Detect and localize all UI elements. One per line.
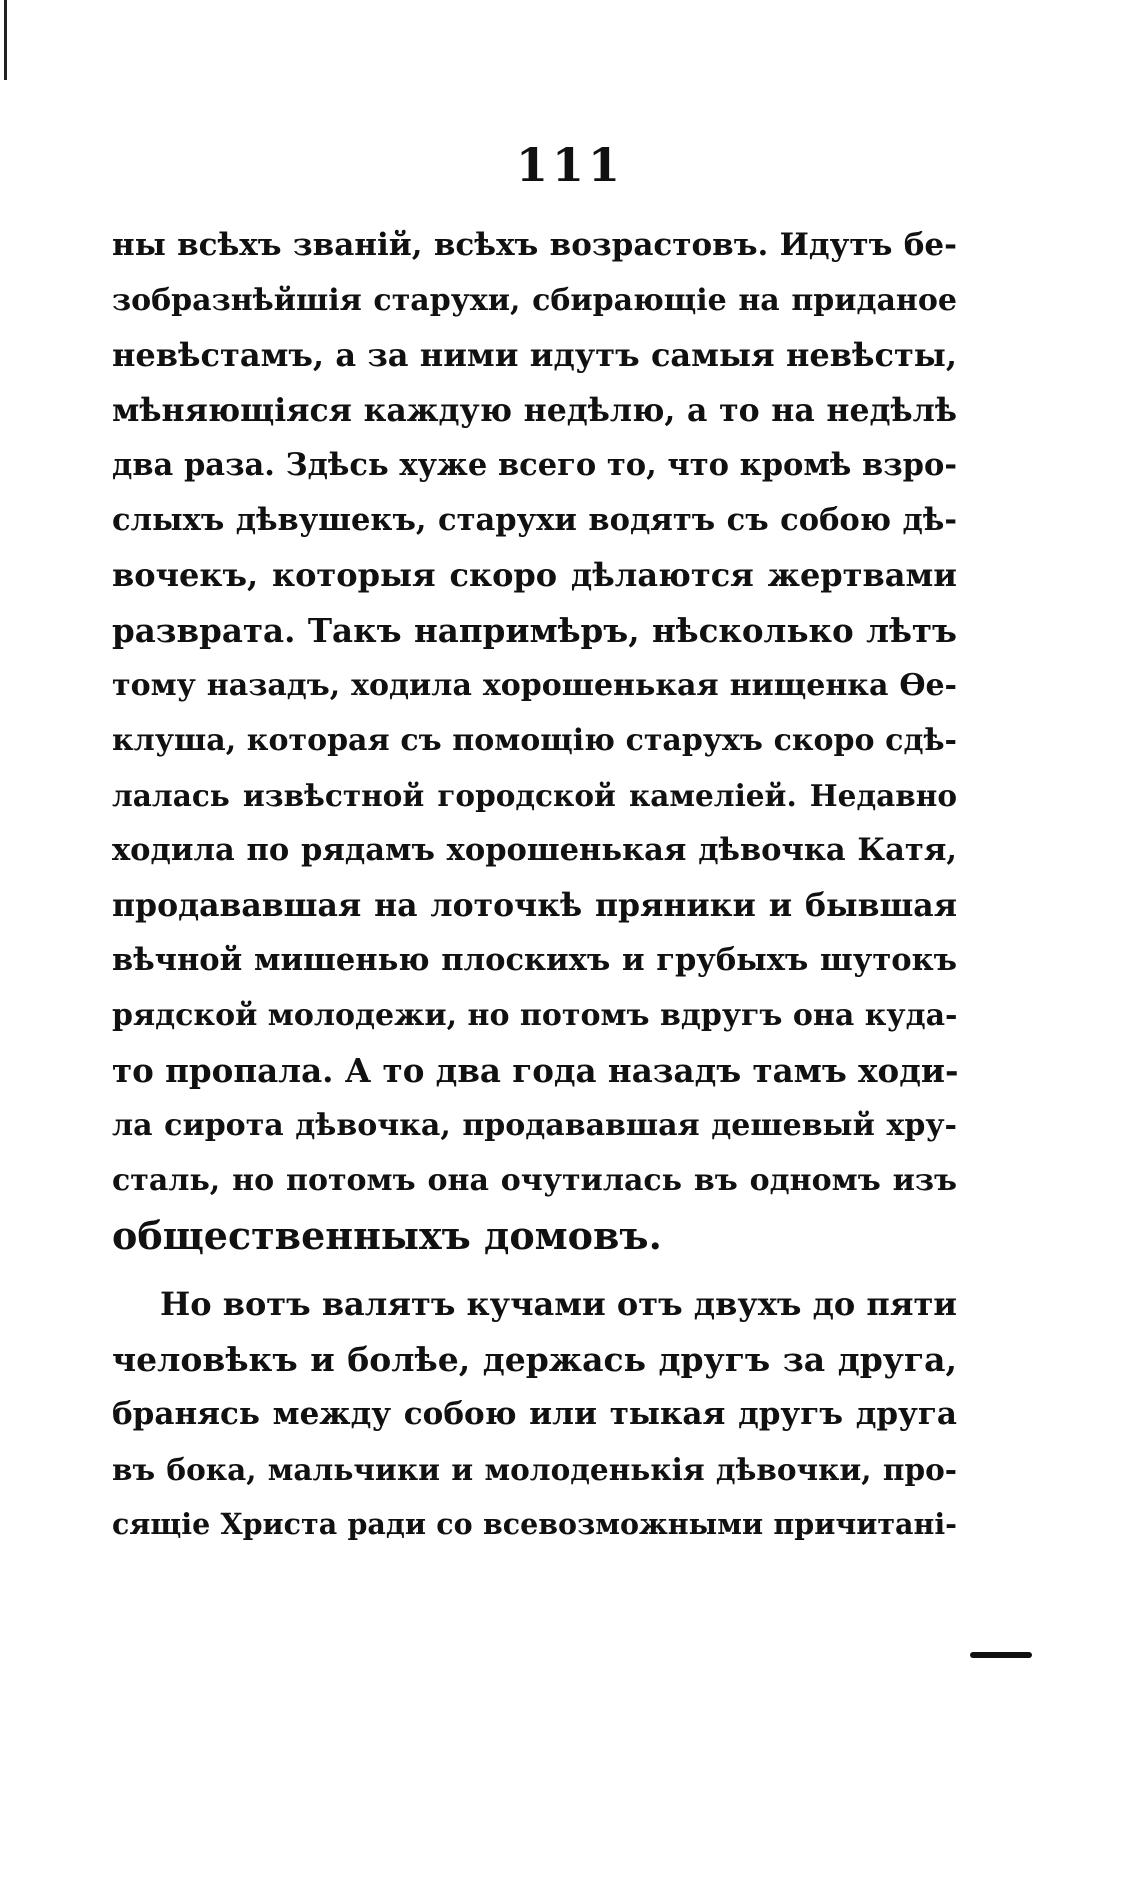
paragraph-2 xyxy=(112,1277,957,1552)
text-line: тому назадъ, ходила хорошенькая нищенка Ѳе- xyxy=(112,668,957,703)
body-text xyxy=(112,218,957,1552)
paragraph-gap xyxy=(112,1263,957,1277)
text-line: въ бока, мальчики и молоденькія дѣвочки, про- xyxy=(112,1452,957,1487)
paragraph-1 xyxy=(112,218,957,1263)
page-edge-rule xyxy=(4,0,7,80)
text-line: общественныхъ домовъ. xyxy=(112,1213,662,1258)
text-line: то пропала. А то два года назадъ тамъ ходи- xyxy=(112,1051,959,1090)
text-line: клуша, которая съ помощію старухъ скоро сдѣ- xyxy=(112,723,957,758)
text-line: разврата. Такъ напримѣръ, нѣсколько лѣтъ xyxy=(112,611,957,650)
text-line: вѣчной мишенью плоскихъ и грубыхъ шутокъ xyxy=(112,942,957,978)
text-line: человѣкъ и болѣе, держась другъ за друга, xyxy=(112,1340,957,1379)
text-line: ла сирота дѣвочка, продававшая дешевый хру- xyxy=(112,1108,957,1143)
text-line: сталь, но потомъ она очутилась въ одномъ изъ xyxy=(112,1163,957,1198)
text-line: Но вотъ валятъ кучами отъ двухъ до пяти xyxy=(160,1285,958,1323)
text-line: рядской молодежи, но потомъ вдругъ она куда- xyxy=(112,998,958,1033)
catchword-dash xyxy=(970,1652,1032,1658)
text-line: два раза. Здѣсь хуже всего то, что кромѣ взро- xyxy=(112,447,957,483)
text-line: вочекъ, которыя скоро дѣлаются жертвами xyxy=(112,556,957,594)
text-line: ходила по рядамъ хорошенькая дѣвочка Катя, xyxy=(112,832,957,868)
text-line: слыхъ дѣвушекъ, старухи водятъ съ собою дѣ- xyxy=(112,502,957,538)
text-line: невѣстамъ, а за ними идутъ самыя невѣсты, xyxy=(112,336,957,374)
text-line: продававшая на лоточкѣ пряники и бывшая xyxy=(112,887,957,924)
text-line: мѣняющіяся каждую недѣлю, а то на недѣлѣ xyxy=(112,392,957,429)
text-line: бранясь между собою или тыкая другъ друга xyxy=(112,1396,957,1432)
page-number: 111 xyxy=(515,138,625,192)
text-line: ны всѣхъ званій, всѣхъ возрастовъ. Идутъ бе- xyxy=(112,227,957,263)
text-line: зобразнѣйшія старухи, сбирающіе на приданое xyxy=(112,283,957,318)
text-line: лалась извѣстной городской камеліей. Недавно xyxy=(112,778,957,813)
text-line: сящіе Христа ради со всевозможными причитані- xyxy=(112,1507,957,1541)
